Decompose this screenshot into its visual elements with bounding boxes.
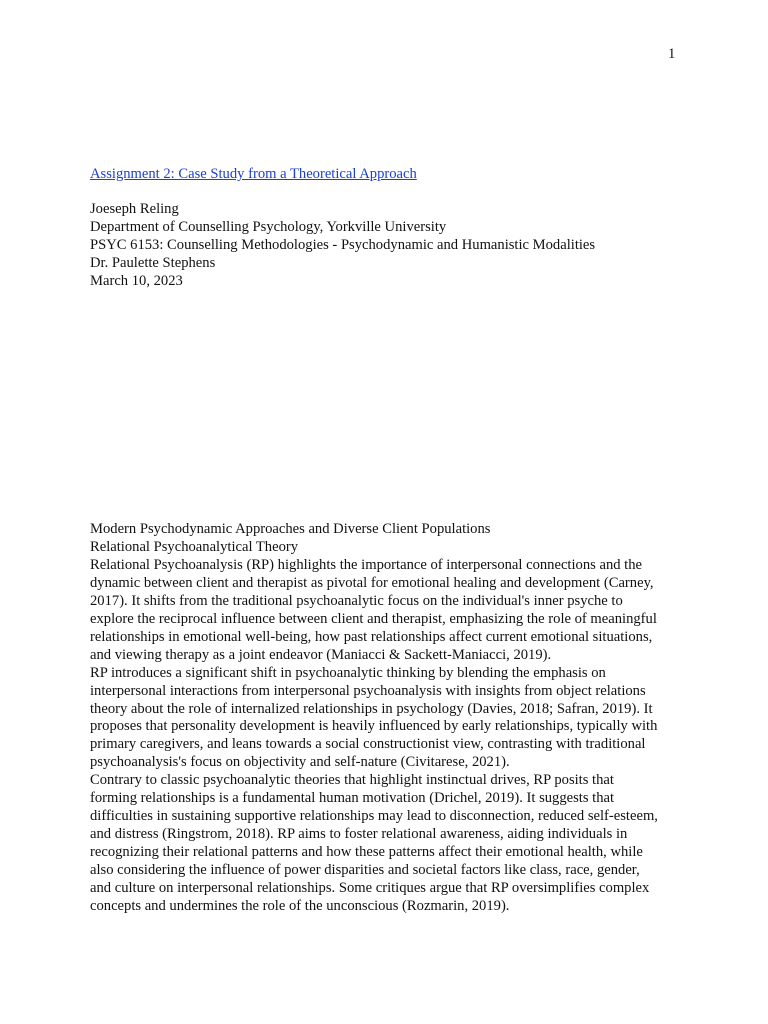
paragraph-line: proposes that personality development is heavily influenced by early relationships, typically with (90, 718, 658, 735)
paragraphs (90, 557, 658, 916)
paragraph-line: and viewing therapy as a joint endeavor (Maniacci & Sackett-Maniacci, 2019). (90, 646, 552, 663)
paragraph-line: and culture on interpersonal relationships. Some critiques argue that RP oversimplifies complex (90, 880, 650, 897)
paragraph-line: 2017). It shifts from the traditional psychoanalytic focus on the individual's inner psyche to (90, 592, 623, 609)
paragraph-line: relationships in emotional well-being, how past relationships affect current emotional situations, (90, 628, 653, 645)
instructor: Dr. Paulette Stephens (90, 255, 216, 271)
paragraph (90, 772, 658, 916)
paragraph-line: psychoanalysis's focus on objectivity and self-nature (Civitarese, 2021). (90, 754, 510, 771)
title-page-meta (90, 200, 595, 290)
paragraph-line: forming relationships is a fundamental human motivation (Drichel, 2019). It suggests that (90, 790, 615, 807)
paragraph-line: explore the reciprocal influence between client and therapist, emphasizing the role of meaningful (90, 610, 657, 627)
paragraph-line: and distress (Ringstrom, 2018). RP aims to foster relational awareness, aiding individuals in (90, 826, 628, 843)
department: Department of Counselling Psychology, Yorkville University (90, 219, 447, 235)
document-body (90, 521, 658, 916)
subsection-heading: Relational Psychoanalytical Theory (90, 538, 299, 555)
section-heading: Modern Psychodynamic Approaches and Diverse Client Populations (90, 521, 491, 537)
paragraph-line: theory about the role of internalized relationships in psychology (Davies, 2018; Safran, 2019). It (90, 700, 653, 717)
paragraph-line: recognizing their relational patterns and how these patterns affect their emotional health, while (90, 844, 643, 861)
paragraph-line: primary caregivers, and leans towards a social constructionist view, contrasting with traditional (90, 736, 646, 753)
paragraph-line: interpersonal interactions from interpersonal psychoanalysis with insights from object relations (90, 682, 646, 699)
course: PSYC 6153: Counselling Methodologies - Psychodynamic and Humanistic Modalities (90, 237, 596, 253)
paragraph-line: concepts and undermines the role of the unconscious (Rozmarin, 2019). (90, 898, 510, 915)
paragraph-line: difficulties in sustaining supportive relationships may lead to disconnection, reduced self-esteem, (90, 808, 658, 825)
page-number: 1 (668, 46, 676, 62)
date: March 10, 2023 (90, 273, 183, 289)
document-title-link[interactable]: Assignment 2: Case Study from a Theoretical Approach (90, 166, 417, 182)
paragraph (90, 557, 658, 665)
paragraph-line: also considering the influence of power disparities and societal factors like class, race, gender, (90, 862, 640, 879)
author-name: Joeseph Reling (90, 201, 179, 217)
paragraph-line: RP introduces a significant shift in psychoanalytic thinking by blending the emphasis on (90, 664, 606, 681)
paragraph (90, 665, 658, 773)
paragraph-line: Contrary to classic psychoanalytic theories that highlight instinctual drives, RP posits that (90, 772, 614, 789)
paragraph-line: Relational Psychoanalysis (RP) highlights the importance of interpersonal connections and the (90, 556, 643, 573)
paragraph-line: dynamic between client and therapist as pivotal for emotional healing and development (Carney, (90, 574, 654, 591)
